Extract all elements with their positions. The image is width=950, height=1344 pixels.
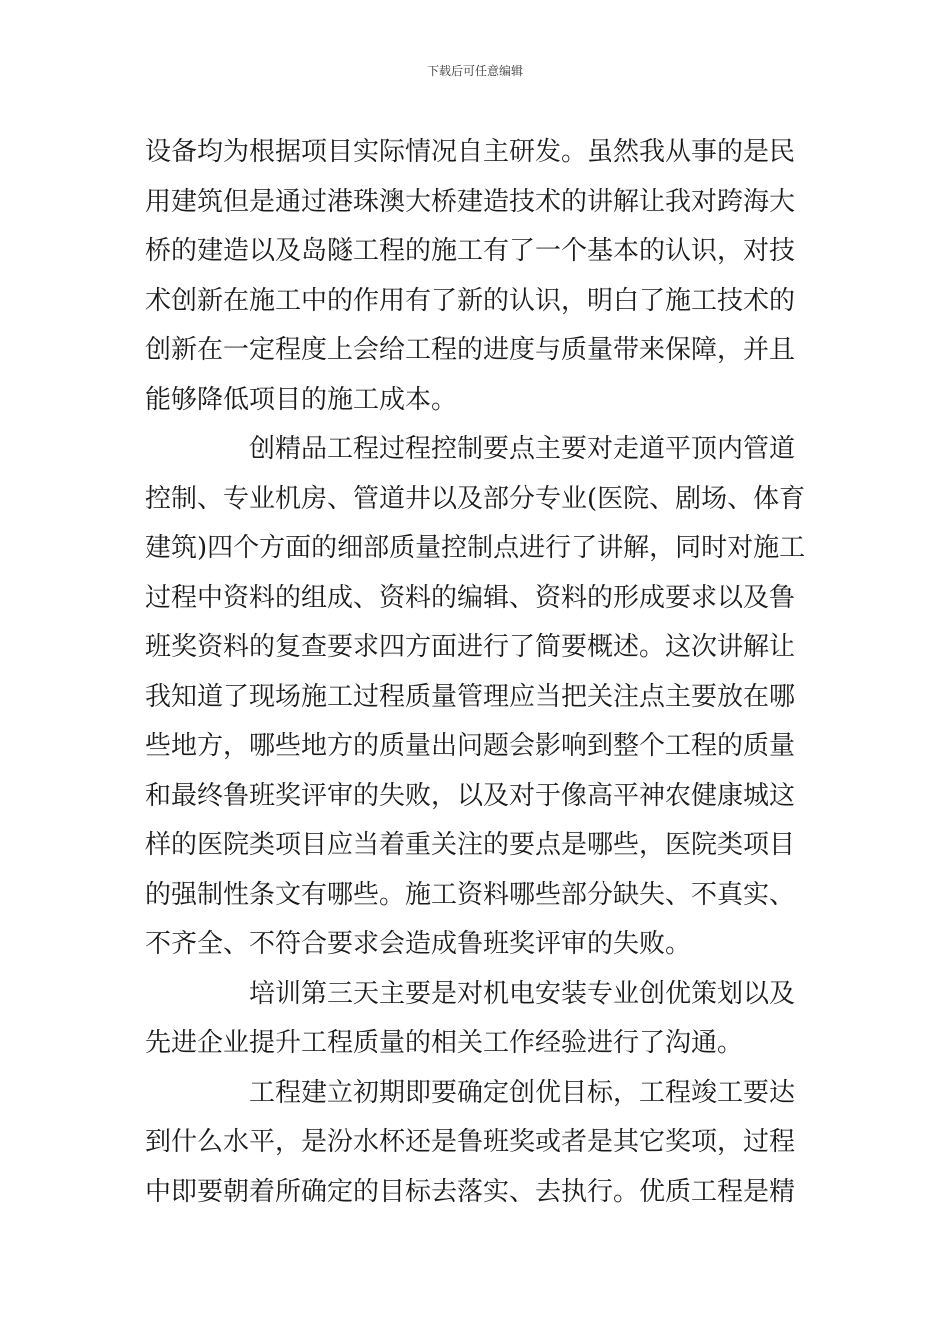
text-line: 班奖资料的复查要求四方面进行了简要概述。这次讲解让 <box>145 632 796 662</box>
document-body <box>145 128 805 1217</box>
text-line: 我知道了现场施工过程质量管理应当把关注点主要放在哪 <box>145 681 796 712</box>
text-line: 用建筑但是通过港珠澳大桥建造技术的讲解让我对跨海大 <box>145 186 796 217</box>
text-line: 术创新在施工中的作用有了新的认识，明白了施工技术的 <box>145 285 796 316</box>
text-line: 建筑)四个方面的细部质量控制点进行了讲解，同时对施工 <box>145 533 805 563</box>
text-line: 样的医院类项目应当着重关注的要点是哪些，医院类项目 <box>145 830 796 860</box>
text-line: 设备均为根据项目实际情况自主研发。虽然我从事的是民 <box>145 137 796 167</box>
paragraph-first-line: 培训第三天主要是对机电安装专业创优策划以及 <box>249 978 796 1009</box>
text-line: 能够降低项目的施工成本。 <box>145 384 458 415</box>
text-line: 创新在一定程度上会给工程的进度与质量带来保障，并且 <box>145 335 796 365</box>
text-line: 中即要朝着所确定的目标去落实、去执行。优质工程是精 <box>145 1176 796 1207</box>
text-line: 到什么水平，是汾水杯还是鲁班奖或者是其它奖项，过程 <box>145 1127 796 1157</box>
text-line: 的强制性条文有哪些。施工资料哪些部分缺失、不真实、 <box>145 879 796 910</box>
text-line: 不齐全、不符合要求会造成鲁班奖评审的失败。 <box>145 929 692 959</box>
text-line: 先进企业提升工程质量的相关工作经验进行了沟通。 <box>145 1028 744 1058</box>
text-line: 桥的建造以及岛隧工程的施工有了一个基本的认识，对技 <box>145 236 796 266</box>
paragraph-first-line: 工程建立初期即要确定创优目标，工程竣工要达 <box>249 1077 796 1108</box>
text-line: 控制、专业机房、管道井以及部分专业(医院、剧场、体育 <box>145 483 805 514</box>
paragraph-first-line: 创精品工程过程控制要点主要对走道平顶内管道 <box>249 434 796 464</box>
text-line: 和最终鲁班奖评审的失败，以及对于像高平神农健康城这 <box>145 780 796 811</box>
page-header: 下载后可任意编辑 <box>426 64 523 78</box>
text-line: 些地方，哪些地方的质量出问题会影响到整个工程的质量 <box>145 731 796 761</box>
text-line: 过程中资料的组成、资料的编辑、资料的形成要求以及鲁 <box>145 582 796 613</box>
